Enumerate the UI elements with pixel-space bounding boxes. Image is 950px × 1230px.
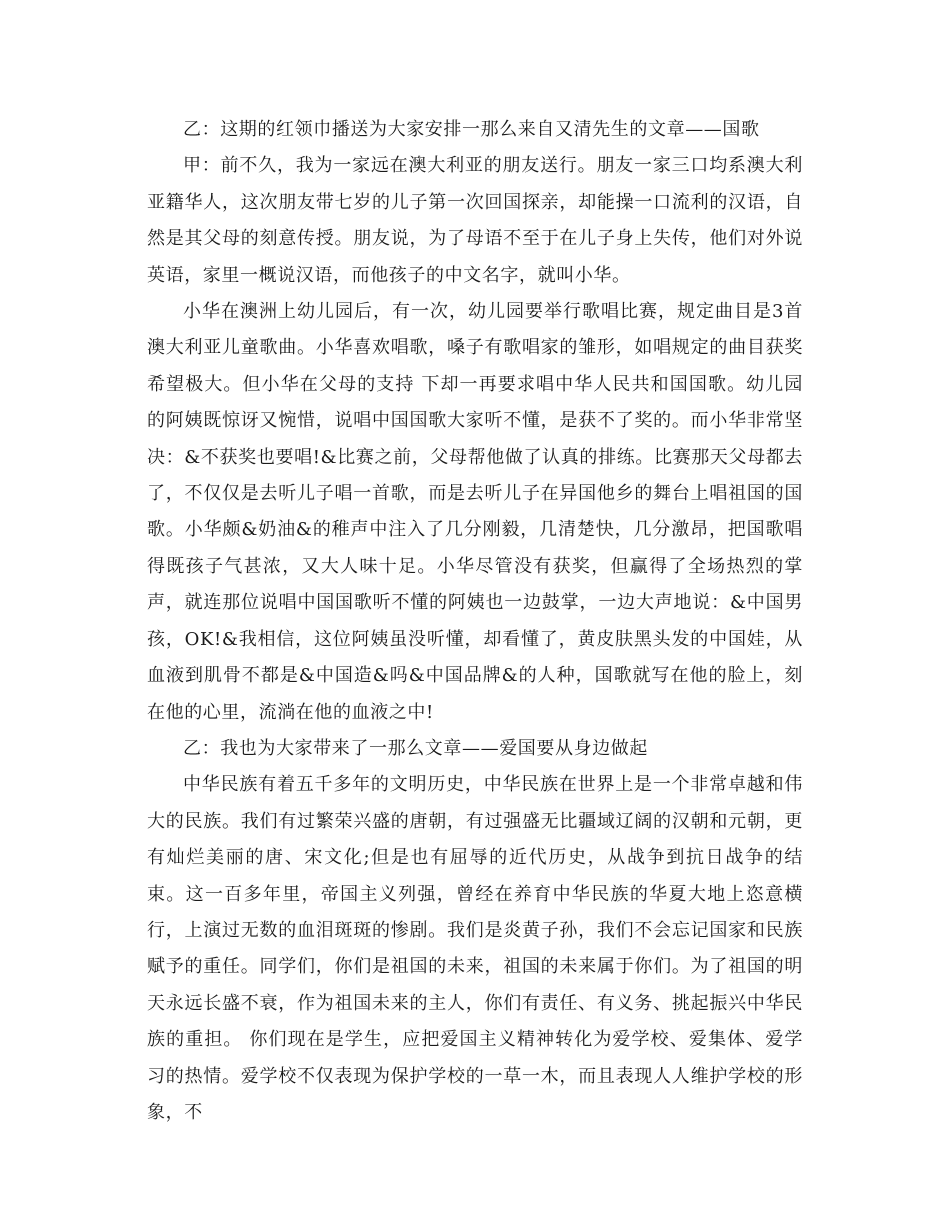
paragraph-chinese-nation: 中华民族有着五千多年的文明历史，中华民族在世界上是一个非常卓越和伟大的民族。我们有过繁荣兴盛的唐朝，有过强盛无比疆域辽阔的汉朝和元朝，更有灿烂美丽的唐、宋文化;但是也有屈辱的近代历史，从战争到抗日战争的结束。这一百多年里，帝国主义列强，曾经在养育中华民族的华夏大地上恣意横行，上演过无数的血泪斑斑的惨剧。我们是炎黄子孙，我们不会忘记国家和民族赋予的重任。同学们，你们是祖国的未来，祖国的未来属于你们。为了祖国的明天永远长盛不衰，作为祖国未来的主人，你们有责任、有义务、挑起振兴中华民族的重担。 你们现在是学生，应把爱国主义精神转化为爱学校、爱集体、爱学习的热情。爱学校不仅表现为保护学校的一草一木，而且表现人人维护学校的形象，不 xyxy=(147,774,803,1123)
document-body xyxy=(147,112,803,1131)
paragraph-friend-story: 甲：前不久，我为一家远在澳大利亚的朋友送行。朋友一家三口均系澳大利亚籍华人，这次朋友带七岁的儿子第一次回国探亲，却能操一口流利的汉语，自然是其父母的刻意传授。朋友说，为了母语不至于在儿子身上失传，他们对外说英语，家里一概说汉语，而他孩子的中文名字，就叫小华。 xyxy=(147,155,803,286)
paragraph-xiaohua-contest: 小华在澳洲上幼儿园后，有一次，幼儿园要举行歌唱比赛，规定曲目是3首澳大利亚儿童歌曲。小华喜欢唱歌，嗓子有歌唱家的雏形，如唱规定的曲目获奖希望极大。但小华在父母的支持 下却一再要求唱中华人民共和国国歌。幼儿园的阿姨既惊讶又惋惜，说唱中国国歌大家听不懂，是获不了奖的。而小华非常坚决：&不获奖也要唱!&比赛之前，父母帮他做了认真的排练。比赛那天父母都去了，不仅仅是去听儿子唱一首歌，而是去听儿子在异国他乡的舞台上唱祖国的国歌。小华颇&奶油&的稚声中注入了几分刚毅，几清楚快，几分激昂，把国歌唱得既孩子气甚浓，又大人味十足。小华尽管没有获奖，但赢得了全场热烈的掌声，就连那位说唱中国国歌听不懂的阿姨也一边鼓掌，一边大声地说：&中国男孩，OK!&我相信，这位阿姨虽没听懂，却看懂了，黄皮肤黑头发的中国娃，从血液到肌骨不都是&中国造&吗&中国品牌&的人种，国歌就写在他的脸上，刻在他的心里，流淌在他的血液之中! xyxy=(147,301,803,723)
paragraph-title-national-anthem: 乙：这期的红领巾播送为大家安排一那么来自又清先生的文章——国歌 xyxy=(183,119,760,140)
paragraph-title-patriotism: 乙：我也为大家带来了一那么文章——爱国要从身边做起 xyxy=(183,737,648,759)
